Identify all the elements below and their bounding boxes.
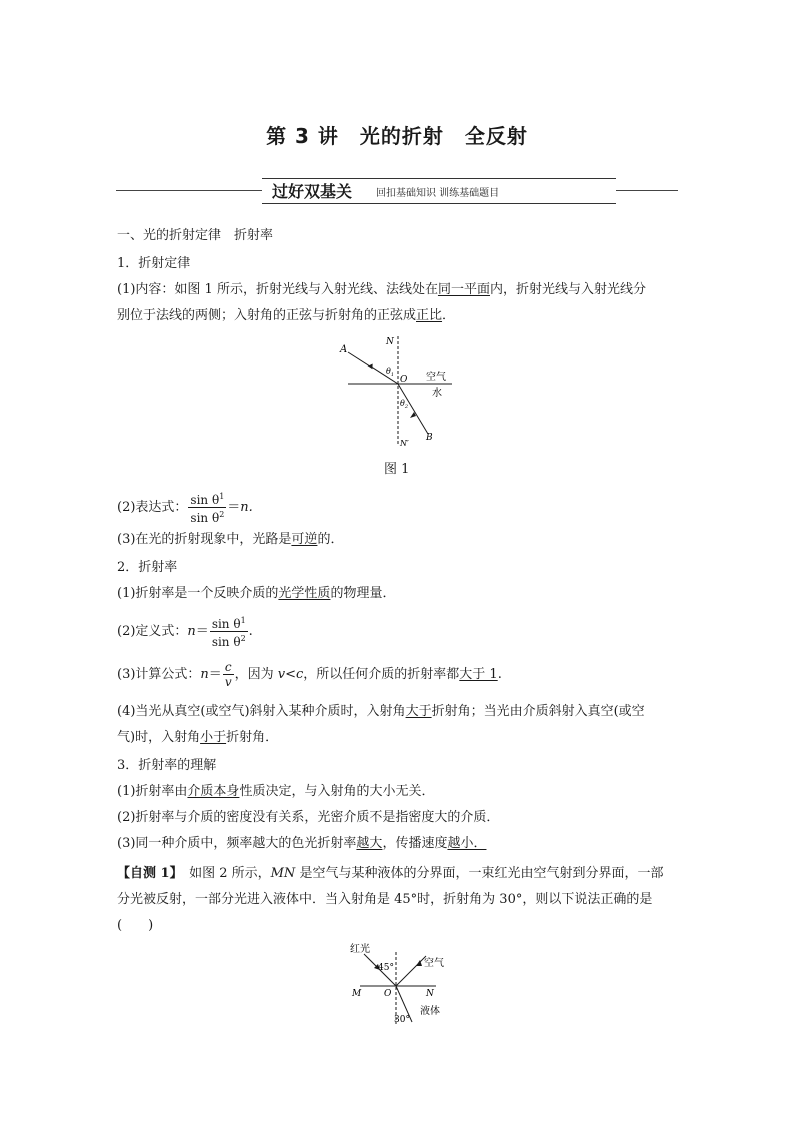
figure-1-caption: 图 1	[384, 462, 410, 477]
item2-para2	[117, 614, 253, 648]
label-M: M	[352, 989, 362, 999]
text: (1)折射率是一个反映介质的	[117, 586, 279, 601]
answer-blank: 越小．	[447, 836, 487, 851]
answer-blank: 光学性质	[278, 586, 331, 601]
text: 的物理量．	[330, 586, 396, 601]
section-heading: 一、光的折射定律 折射率	[117, 228, 274, 243]
fraction	[223, 660, 234, 689]
text: 气)时，入射角	[117, 730, 201, 745]
text: ，所以任何介质的折射率都	[303, 667, 460, 682]
label-N: N	[426, 989, 434, 999]
label-45-deg: 45°	[378, 963, 394, 973]
fraction	[210, 614, 248, 649]
denominator: sin θ	[211, 635, 241, 649]
text: ＝	[227, 500, 241, 515]
superscript: 2	[219, 510, 225, 519]
item1-para1-line1	[117, 280, 646, 300]
answer-blank: 正比	[416, 308, 443, 323]
answer-blank: 大于 1	[459, 667, 498, 682]
text: ，传播速度	[382, 836, 448, 851]
label-O: O	[384, 989, 392, 999]
item1-para3	[117, 530, 343, 550]
superscript: 1	[219, 492, 225, 501]
label-N-prime: N′	[400, 439, 409, 448]
text: (2)表达式：	[117, 500, 188, 515]
section-banner	[116, 176, 678, 206]
item2-heading: 2．折射率	[117, 560, 178, 575]
label-air: 空气	[426, 372, 446, 383]
superscript: 2	[240, 634, 246, 643]
banner-subtitle: 回扣基础知识 训练基础题目	[376, 188, 500, 199]
text: (4)当光从真空(或空气)斜射入某种介质时，入射角	[117, 704, 406, 719]
text: (1)内容：如图 1 所示，折射光线与入射光线、法线处在	[117, 282, 438, 297]
label-liquid: 液体	[420, 1006, 440, 1017]
denominator: sin θ	[190, 511, 220, 525]
numerator: sin θ	[190, 493, 220, 507]
label-air: 空气	[424, 958, 444, 969]
label-red-light: 红光	[350, 944, 370, 955]
text: 折射角．	[226, 730, 279, 745]
figure-1-refraction-diagram	[330, 334, 460, 454]
fraction	[188, 490, 226, 525]
label-theta2: $\theta_2$	[400, 399, 409, 410]
text: 的．	[317, 532, 344, 547]
text: ，因为	[234, 667, 278, 682]
answer-blank: 同一平面	[437, 282, 490, 297]
text: 如图 2 所示，	[176, 866, 271, 881]
answer-blank: 越大	[356, 836, 383, 851]
text: .	[497, 667, 502, 682]
label-water: 水	[432, 388, 442, 399]
item3-para3	[117, 834, 486, 854]
text: ．	[442, 308, 456, 323]
label-O: O	[400, 375, 408, 385]
selftest-tag: 【自测 1】	[117, 866, 177, 881]
text: .	[248, 624, 253, 639]
item2-para4-line2	[117, 728, 278, 748]
label-theta1: $\theta_1$	[386, 367, 395, 378]
text: n	[187, 624, 196, 639]
text: 别位于法线的两侧；入射角的正弦与折射角的正弦成	[117, 308, 417, 323]
answer-blank: 可逆	[291, 532, 318, 547]
text: (3)在光的折射现象中，光路是	[117, 532, 292, 547]
item3-heading: 3．折射率的理解	[117, 758, 217, 773]
figure-2-refraction-diagram	[340, 938, 460, 1030]
item1-para2	[117, 490, 253, 524]
selftest-line1	[117, 864, 663, 884]
label-30-deg: 30°	[394, 1015, 410, 1025]
banner-rule-left	[116, 190, 262, 191]
item3-para1	[117, 782, 434, 802]
label-A: A	[340, 344, 348, 355]
selftest-answer-brackets: ( )	[117, 918, 154, 933]
denominator: v	[224, 675, 232, 689]
answer-blank: 大于	[405, 704, 432, 719]
numerator: c	[223, 660, 234, 675]
item3-para2: (2)折射率与介质的密度没有关系，光密介质不是指密度大的介质．	[117, 810, 500, 825]
label-N: N	[386, 337, 394, 347]
text: v<c	[277, 667, 304, 682]
text: n.	[240, 500, 253, 515]
page-title: 第 3 讲 光的折射 全反射	[266, 124, 528, 148]
text: (3)同一种介质中，频率越大的色光折射率	[117, 836, 357, 851]
text: 性质决定，与入射角的大小无关．	[239, 784, 435, 799]
text: MN	[270, 866, 296, 881]
text: (1)折射率由	[117, 784, 188, 799]
banner-title: 过好双基关	[272, 182, 353, 201]
text: ＝	[208, 667, 222, 682]
item1-heading: 1．折射定律	[117, 256, 191, 271]
answer-blank: 介质本身	[187, 784, 240, 799]
reflected-ray	[396, 956, 426, 986]
item2-para3	[117, 658, 502, 692]
item1-para1-line2	[117, 306, 455, 326]
item2-para4-line1	[117, 702, 645, 722]
text: 折射角；当光由介质斜射入真空(或空	[431, 704, 645, 719]
answer-blank: 小于	[200, 730, 227, 745]
banner-rule-right	[616, 190, 678, 191]
item2-para1	[117, 584, 395, 604]
selftest-line2: 分光被反射，一部分光进入液体中．当入射角是 45°时，折射角为 30°，则以下说法正确的是	[117, 892, 653, 907]
numerator: sin θ	[211, 617, 241, 631]
text: ＝	[195, 624, 209, 639]
text: 内，折射光线与入射光线分	[489, 282, 646, 297]
text: 是空气与某种液体的分界面，一束红光由空气射到分界面，一部	[295, 866, 664, 881]
refracted-ray	[398, 384, 428, 434]
text: (2)定义式：	[117, 624, 188, 639]
superscript: 1	[240, 616, 246, 625]
text: (3)计算公式：	[117, 667, 201, 682]
label-B: B	[426, 433, 433, 443]
text: n	[200, 667, 209, 682]
